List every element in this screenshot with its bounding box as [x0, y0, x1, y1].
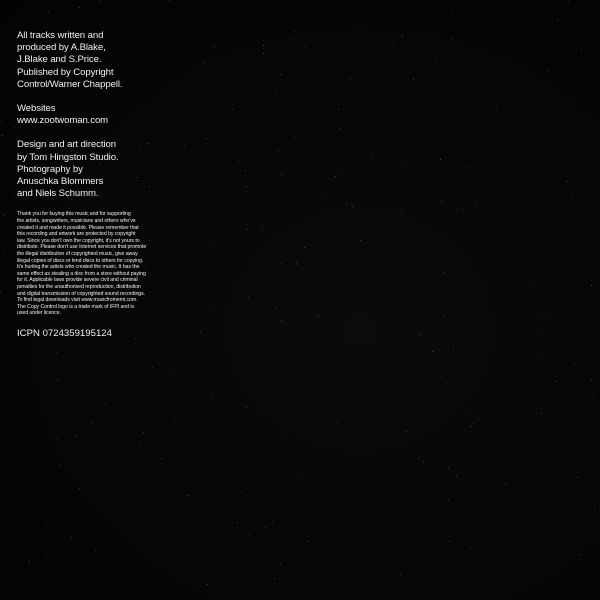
dust-speck — [373, 51, 374, 52]
dust-speck — [406, 431, 407, 432]
dust-speck — [275, 308, 276, 309]
dust-speck — [394, 520, 395, 521]
dust-speck — [188, 495, 189, 496]
dust-speck — [29, 561, 30, 562]
dust-speck — [297, 264, 298, 265]
notice-line: same effect as stealing a disc from a store without paying — [17, 270, 146, 277]
dust-speck — [446, 382, 447, 383]
dust-speck — [209, 311, 210, 312]
dust-speck — [47, 553, 48, 554]
design-line: by Tom Hingston Studio. — [17, 151, 119, 163]
dust-speck — [161, 458, 162, 459]
dust-speck — [530, 566, 531, 567]
dust-speck — [404, 100, 405, 101]
dust-speck — [443, 272, 444, 273]
dust-speck — [541, 315, 542, 316]
dust-speck — [14, 193, 15, 194]
dust-speck — [79, 488, 80, 489]
dust-speck — [331, 390, 332, 391]
notice-line: the illegal distribution of copyrighted music, give away — [17, 251, 138, 257]
dust-speck — [213, 241, 214, 242]
dust-speck — [2, 585, 3, 586]
website-url: www.zootwoman.com — [17, 115, 109, 127]
dust-speck — [401, 167, 402, 168]
dust-speck — [453, 348, 454, 349]
dust-speck — [452, 57, 453, 58]
dust-speck — [212, 393, 213, 394]
design-line: Anuschka Blommers — [17, 176, 104, 188]
dust-speck — [291, 167, 292, 168]
dust-speck — [2, 135, 3, 136]
dust-speck — [101, 475, 102, 476]
dust-speck — [76, 435, 77, 436]
writers-line: Published by Copyright — [17, 66, 114, 78]
dust-speck — [516, 263, 517, 264]
dust-speck — [200, 332, 201, 333]
dust-speck — [238, 161, 239, 162]
dust-speck — [71, 537, 72, 538]
dust-speck — [350, 78, 351, 79]
dust-speck — [15, 127, 16, 128]
dust-speck — [292, 38, 293, 39]
dust-speck — [393, 45, 394, 46]
notice-line: and digital transmission of copyrighted sound recordings. — [17, 290, 146, 297]
dust-speck — [472, 423, 473, 424]
dust-speck — [276, 93, 277, 94]
notice-line: The Copy Control logo is a trade mark of IFPI and is — [17, 303, 135, 310]
dust-speck — [380, 391, 381, 392]
dust-speck — [296, 262, 297, 263]
notice-line: penalties for the unauthorised reproduction, distribution — [17, 283, 141, 290]
dust-speck — [557, 20, 558, 21]
design-credit — [17, 139, 167, 200]
dust-speck — [269, 262, 270, 263]
dust-speck — [56, 438, 57, 439]
dust-speck — [571, 194, 572, 195]
dust-speck — [295, 31, 296, 32]
dust-speck — [496, 504, 497, 505]
dust-speck — [456, 209, 457, 210]
dust-speck — [456, 476, 457, 477]
dust-speck — [315, 188, 316, 189]
notice-line: It's hurting the artists who created the music. It has the — [17, 264, 140, 271]
dust-speck — [140, 401, 141, 402]
dust-speck — [293, 335, 294, 336]
dust-speck — [432, 351, 433, 352]
dust-speck — [581, 49, 582, 50]
dust-speck — [143, 432, 144, 433]
dust-speck — [346, 383, 347, 384]
dust-speck — [478, 80, 479, 81]
dust-speck — [502, 570, 503, 571]
dust-speck — [46, 525, 47, 526]
dust-speck — [139, 442, 140, 443]
notice-line: distribute. Please don't use Internet services that promote — [17, 244, 147, 251]
dust-speck — [207, 584, 208, 585]
dust-speck — [444, 315, 445, 316]
dust-speck — [153, 370, 154, 371]
dust-speck — [237, 522, 238, 523]
dust-speck — [565, 479, 566, 480]
dust-speck — [281, 320, 282, 321]
dust-speck — [505, 483, 506, 484]
dust-speck — [280, 74, 281, 75]
dust-speck — [241, 492, 242, 493]
dust-speck — [203, 62, 204, 63]
dust-speck — [274, 578, 275, 579]
dust-speck — [541, 413, 542, 414]
dust-speck — [48, 12, 49, 13]
dust-speck — [377, 221, 378, 222]
dust-speck — [395, 293, 396, 294]
dust-speck — [338, 109, 339, 110]
design-line: and Niels Schumm. — [17, 188, 99, 200]
dust-speck — [2, 370, 3, 371]
dust-speck — [441, 201, 442, 202]
dust-speck — [538, 331, 539, 332]
dust-speck — [538, 62, 539, 63]
dust-speck — [294, 137, 295, 138]
dust-speck — [556, 381, 557, 382]
dust-speck — [60, 522, 61, 523]
dust-speck — [104, 403, 105, 404]
dust-speck — [577, 477, 578, 478]
dust-speck — [575, 364, 576, 365]
dust-speck — [232, 109, 233, 110]
dust-speck — [547, 70, 548, 71]
dust-speck — [428, 382, 429, 383]
dust-speck — [452, 39, 453, 40]
dust-speck — [99, 1, 100, 2]
dust-speck — [280, 563, 281, 564]
dust-speck — [95, 550, 96, 551]
dust-speck — [458, 294, 459, 295]
dust-speck — [340, 174, 341, 175]
dust-speck — [272, 521, 273, 522]
dust-speck — [327, 197, 328, 198]
dust-speck — [197, 16, 198, 17]
dust-speck — [531, 206, 532, 207]
dust-speck — [248, 297, 249, 298]
dust-speck — [471, 426, 472, 427]
dust-speck — [325, 404, 326, 405]
dust-speck — [0, 291, 1, 292]
dust-speck — [567, 356, 568, 357]
dust-speck — [413, 79, 414, 80]
notice-line: for it. Applicable laws provide severe civil and criminal — [17, 277, 138, 284]
dust-speck — [278, 150, 279, 151]
dust-speck — [340, 546, 341, 547]
dust-speck — [419, 457, 420, 458]
dust-speck — [367, 323, 368, 324]
dust-speck — [451, 14, 452, 15]
dust-speck — [448, 467, 449, 468]
dust-speck — [57, 380, 58, 381]
dust-speck — [476, 204, 477, 205]
dust-speck — [79, 7, 80, 8]
dust-speck — [4, 249, 5, 250]
dust-speck — [582, 106, 583, 107]
dust-speck — [335, 291, 336, 292]
writers-line: Control/Warner Chappell. — [17, 78, 123, 90]
dust-speck — [578, 534, 579, 535]
dust-speck — [1, 121, 2, 122]
copyright-notice — [17, 211, 167, 317]
dust-speck — [450, 552, 451, 553]
dust-speck — [470, 592, 471, 593]
notice-line: illegal copies of discs or lend discs to others for copying. — [17, 257, 144, 264]
dust-speck — [214, 46, 215, 47]
dust-speck — [59, 465, 60, 466]
dust-speck — [423, 461, 424, 462]
dust-speck — [390, 81, 391, 82]
dust-speck — [337, 422, 338, 423]
dust-speck — [10, 470, 11, 471]
dust-speck — [364, 229, 365, 230]
dust-speck — [263, 45, 264, 46]
dust-speck — [522, 129, 523, 130]
icpn-code: ICPN 0724359195124 — [17, 327, 112, 339]
dust-speck — [249, 534, 250, 535]
dust-speck — [288, 39, 289, 40]
dust-speck — [281, 174, 282, 175]
writers-line: All tracks written and — [17, 30, 104, 41]
dust-speck — [152, 367, 153, 368]
dust-speck — [299, 378, 300, 379]
dust-speck — [185, 368, 186, 369]
writers-credit — [17, 30, 167, 91]
dust-speck — [466, 414, 467, 415]
dust-speck — [346, 203, 347, 204]
dust-speck — [265, 527, 266, 528]
dust-speck — [372, 152, 373, 153]
notice-line: law. Since you don't own the copyright, it's not yours to — [17, 237, 140, 244]
dust-speck — [237, 502, 238, 503]
dust-speck — [519, 391, 520, 392]
dust-speck — [392, 309, 393, 310]
dust-speck — [591, 379, 592, 380]
dust-speck — [535, 158, 536, 159]
dust-speck — [435, 61, 436, 62]
dust-speck — [360, 240, 361, 241]
dust-speck — [141, 444, 142, 445]
dust-speck — [407, 422, 408, 423]
dust-speck — [592, 393, 593, 394]
dust-speck — [263, 53, 264, 54]
dust-speck — [307, 541, 308, 542]
dust-speck — [305, 46, 306, 47]
design-line: Design and art direction — [17, 139, 116, 151]
dust-speck — [404, 555, 405, 556]
dust-speck — [402, 35, 403, 36]
dust-speck — [589, 266, 590, 267]
dust-speck — [4, 215, 5, 216]
notice-line: created it and made it possible. Please remember that — [17, 224, 139, 231]
dust-speck — [56, 352, 57, 353]
dust-speck — [174, 421, 175, 422]
dust-speck — [568, 1, 569, 2]
writers-line: produced by A.Blake, — [17, 42, 106, 54]
dust-speck — [544, 317, 545, 318]
dust-speck — [574, 264, 575, 265]
dust-speck — [401, 213, 402, 214]
dust-speck — [597, 8, 598, 9]
dust-speck — [410, 355, 411, 356]
dust-speck — [594, 507, 595, 508]
dust-speck — [440, 159, 441, 160]
design-line: Photography by — [17, 163, 83, 175]
dust-speck — [496, 106, 497, 107]
dust-speck — [496, 100, 497, 101]
credits-panel — [17, 30, 167, 340]
dust-speck — [470, 547, 471, 548]
dust-speck — [469, 166, 470, 167]
dust-speck — [10, 109, 11, 110]
dust-speck — [169, 0, 170, 1]
dust-speck — [433, 191, 434, 192]
dust-speck — [246, 407, 247, 408]
websites-label: Websites — [17, 103, 56, 115]
dust-speck — [528, 281, 529, 282]
dust-speck — [246, 186, 247, 187]
dust-speck — [398, 421, 399, 422]
dust-speck — [298, 542, 299, 543]
websites-credit — [17, 103, 167, 127]
dust-speck — [269, 53, 270, 54]
dust-speck — [462, 210, 463, 211]
dust-speck — [92, 422, 93, 423]
dust-speck — [340, 128, 341, 129]
dust-speck — [454, 124, 455, 125]
dust-speck — [5, 452, 6, 453]
dust-speck — [173, 370, 174, 371]
dust-speck — [304, 247, 305, 248]
dust-speck — [58, 437, 59, 438]
notice-line: the artists, songwriters, musicians and others who've — [17, 218, 136, 225]
notice-line: this recording and artwork are protected by copyright — [17, 231, 136, 238]
dust-speck — [302, 477, 303, 478]
dust-speck — [9, 473, 10, 474]
dust-speck — [550, 100, 551, 101]
dust-speck — [352, 206, 353, 207]
dust-speck — [588, 158, 589, 159]
dust-speck — [549, 57, 550, 58]
dust-speck — [209, 117, 210, 118]
dust-speck — [280, 263, 281, 264]
dust-speck — [318, 315, 319, 316]
notice-line: To find legal downloads visit www.musicfromemi.com. — [17, 297, 138, 304]
dust-speck — [247, 229, 248, 230]
dust-speck — [296, 250, 297, 251]
dust-speck — [284, 433, 285, 434]
dust-speck — [448, 499, 449, 500]
writers-line: J.Blake and S.Price. — [17, 54, 102, 66]
dust-speck — [206, 138, 207, 139]
dust-speck — [449, 541, 450, 542]
dust-speck — [400, 574, 401, 575]
notice-line: Thank you for buying this music and for supporting — [17, 211, 131, 218]
dust-speck — [245, 170, 246, 171]
dust-speck — [579, 554, 580, 555]
dust-speck — [420, 334, 421, 335]
dust-speck — [184, 145, 185, 146]
dust-speck — [422, 585, 423, 586]
dust-speck — [567, 181, 568, 182]
dust-speck — [335, 176, 336, 177]
dust-speck — [542, 358, 543, 359]
dust-speck — [591, 285, 592, 286]
dust-speck — [573, 307, 574, 308]
dust-speck — [275, 517, 276, 518]
dust-speck — [181, 17, 182, 18]
dust-speck — [262, 225, 263, 226]
notice-line: used under licence. — [17, 310, 62, 317]
